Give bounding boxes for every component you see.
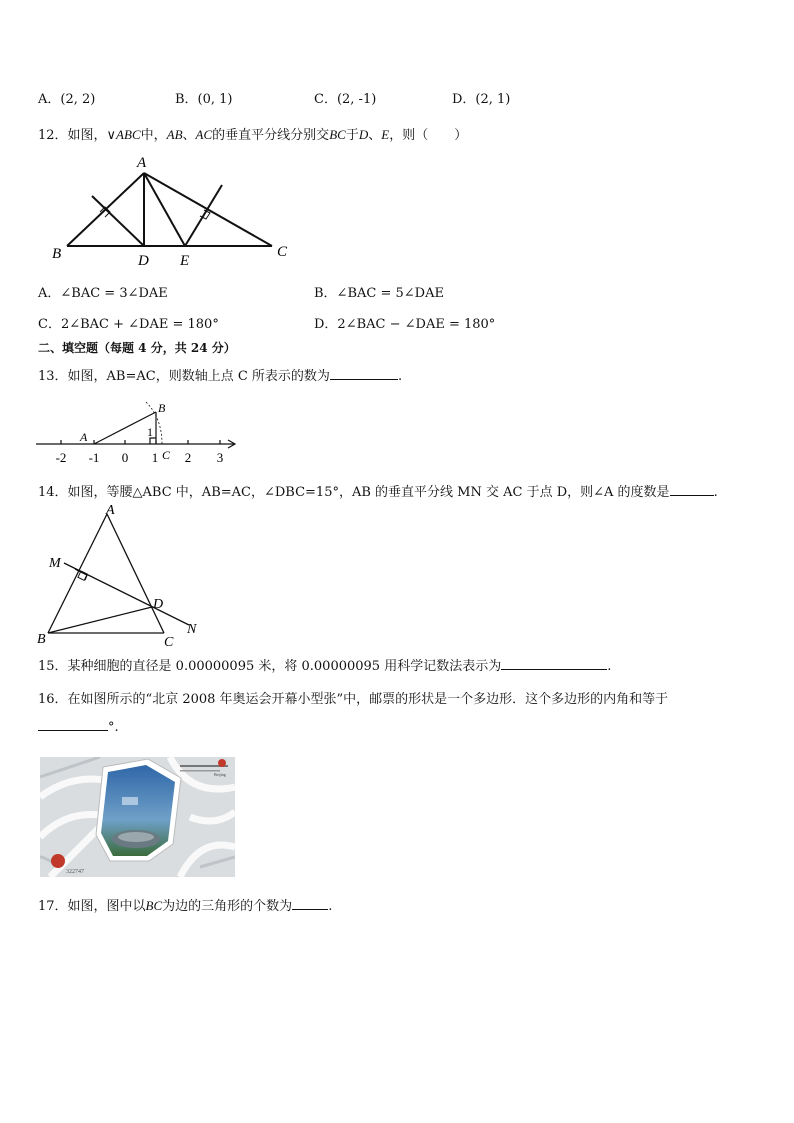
answer-blank xyxy=(670,483,714,496)
q12-label-e: E xyxy=(180,253,190,269)
q14-label-m: M xyxy=(49,556,61,571)
q14-triangle-figure xyxy=(34,500,214,648)
q13-number-line-figure xyxy=(34,396,244,468)
q13-tick-label: -2 xyxy=(55,450,67,465)
beijing-olympics-logo xyxy=(218,759,226,767)
q13-label-a: A xyxy=(80,430,88,444)
q14-label-n: N xyxy=(187,622,197,637)
q12-label-b: B xyxy=(52,246,62,262)
q13-tick-label: 3 xyxy=(216,450,224,465)
q13-label-one: 1 xyxy=(147,425,153,439)
q13-label-b: B xyxy=(158,401,166,415)
answer-blank xyxy=(501,657,607,670)
q13-stem: 13．如图，AB=AC，则数轴上点 C 所表示的数为 . xyxy=(38,369,403,384)
q11-option-b: B．(0, 1) xyxy=(175,92,233,107)
q17-stem: 17．如图，图中以BC为边的三角形的个数为 . xyxy=(38,898,333,914)
q11-option-c: C．(2, -1) xyxy=(314,92,377,107)
q14-label-a: A xyxy=(106,503,115,518)
q12-option-a: A．∠BAC = 3∠DAE xyxy=(38,286,168,301)
olympic-stamp-sheet-image xyxy=(40,757,235,877)
answer-blank xyxy=(38,718,108,731)
q12-option-b: B．∠BAC = 5∠DAE xyxy=(314,286,444,301)
q16-answer-line: °. xyxy=(38,718,119,735)
q14-label-c: C xyxy=(164,635,174,648)
q13-tick-label: 1 xyxy=(151,450,159,465)
q15-stem: 15．某种细胞的直径是 0.00000095 米，将 0.00000095 用科学记数法表示为 . xyxy=(38,659,612,674)
q12-option-c: C．2∠BAC + ∠DAE = 180° xyxy=(38,317,219,332)
q12-label-d: D xyxy=(138,253,149,269)
q12-label-c: C xyxy=(277,244,288,260)
beijing-logo-text: Beijing xyxy=(214,772,226,777)
answer-blank xyxy=(292,897,328,910)
q16-stem: 16．在如图所示的“北京 2008 年奥运会开幕小型张”中，邮票的形状是一个多边形．这个多边形的内角和等于 xyxy=(38,692,669,707)
q14-label-d: D xyxy=(153,597,164,612)
q13-tick-label: -1 xyxy=(88,450,100,465)
answer-blank xyxy=(330,367,398,380)
q13-tick-label: 2 xyxy=(184,450,192,465)
stamp-serial-number: 322747 xyxy=(66,869,84,875)
q11-option-d: D．(2, 1) xyxy=(452,92,511,107)
q12-option-d: D．2∠BAC − ∠DAE = 180° xyxy=(314,317,496,332)
red-seal-logo xyxy=(51,854,65,868)
section-heading: 二、填空题（每题 4 分，共 24 分） xyxy=(38,341,236,355)
q12-stem: 12．如图，∨ABC中，AB、AC的垂直平分线分别交BC于D、E，则（ ） xyxy=(38,127,468,143)
q14-label-b: B xyxy=(37,632,46,647)
q12-label-a: A xyxy=(137,155,147,171)
q13-label-c: C xyxy=(162,448,171,462)
q12-triangle-figure xyxy=(40,150,310,272)
q11-option-a: A．(2, 2) xyxy=(38,92,96,107)
q14-stem: 14．如图，等腰△ABC 中，AB=AC，∠DBC=15°，AB 的垂直平分线 MN 交 AC 于点 D，则∠A 的度数是 . xyxy=(38,485,718,500)
q13-tick-label: 0 xyxy=(121,450,129,465)
